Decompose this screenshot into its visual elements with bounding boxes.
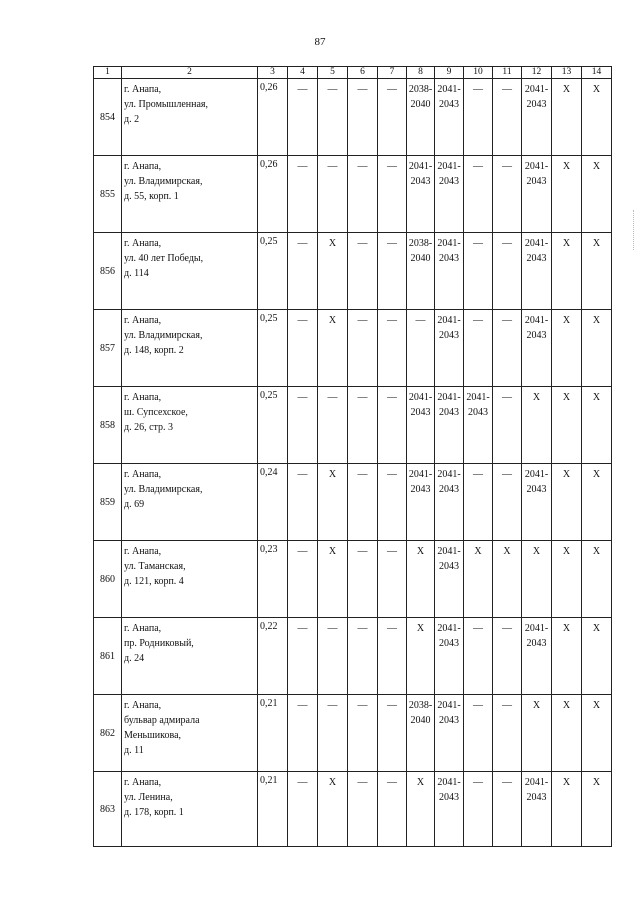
- column-5-cell: —: [318, 695, 348, 772]
- column-11-cell: —: [493, 464, 522, 541]
- address-line: д. 114: [124, 268, 149, 279]
- table-row: [94, 79, 612, 156]
- address-line: г. Анапа,: [124, 469, 162, 480]
- column-6-cell: —: [348, 310, 378, 387]
- column-10-cell: —: [464, 156, 493, 233]
- column-5-cell: —: [318, 156, 348, 233]
- address-line: ул. Промышленная,: [124, 99, 208, 110]
- column-11-cell: —: [493, 79, 522, 156]
- column-11-cell: —: [493, 310, 522, 387]
- column-header-9: 9: [435, 67, 464, 79]
- column-6-cell: —: [348, 772, 378, 847]
- address-line: г. Анапа,: [124, 392, 162, 403]
- column-4-cell: —: [288, 310, 318, 387]
- area-cell: 0,24: [258, 464, 288, 541]
- table-row: [94, 387, 612, 464]
- area-cell: 0,21: [258, 695, 288, 772]
- column-header-6: 6: [348, 67, 378, 79]
- column-header-5: 5: [318, 67, 348, 79]
- column-12-cell: Х: [522, 695, 552, 772]
- column-13-cell: Х: [552, 464, 582, 541]
- column-header-1: 1: [94, 67, 122, 79]
- row-number: 858: [94, 387, 122, 464]
- column-10-cell: —: [464, 464, 493, 541]
- column-7-cell: —: [378, 233, 407, 310]
- column-12-cell: Х: [522, 387, 552, 464]
- column-4-cell: —: [288, 695, 318, 772]
- address-cell: [122, 541, 258, 618]
- column-8-cell: 2038-2040: [407, 695, 435, 772]
- column-header-10: 10: [464, 67, 493, 79]
- address-line: д. 178, корп. 1: [124, 807, 184, 818]
- table-row: [94, 772, 612, 847]
- column-9-cell: 2041-2043: [435, 618, 464, 695]
- column-11-cell: —: [493, 233, 522, 310]
- address-line: д. 69: [124, 499, 145, 510]
- column-6-cell: —: [348, 79, 378, 156]
- column-13-cell: Х: [552, 79, 582, 156]
- column-14-cell: Х: [582, 464, 612, 541]
- address-cell: [122, 310, 258, 387]
- column-13-cell: Х: [552, 310, 582, 387]
- column-10-cell: —: [464, 695, 493, 772]
- register-table: [93, 66, 612, 847]
- column-7-cell: —: [378, 541, 407, 618]
- address-line: ул. Владимирская,: [124, 176, 203, 187]
- column-header-12: 12: [522, 67, 552, 79]
- address-cell: [122, 772, 258, 847]
- column-14-cell: Х: [582, 310, 612, 387]
- column-12-cell: Х: [522, 541, 552, 618]
- column-4-cell: —: [288, 156, 318, 233]
- column-11-cell: —: [493, 772, 522, 847]
- area-cell: 0,25: [258, 387, 288, 464]
- column-6-cell: —: [348, 618, 378, 695]
- column-9-cell: 2041-2043: [435, 310, 464, 387]
- address-line: г. Анапа,: [124, 777, 162, 788]
- column-11-cell: —: [493, 387, 522, 464]
- column-7-cell: —: [378, 387, 407, 464]
- column-4-cell: —: [288, 233, 318, 310]
- column-header-14: 14: [582, 67, 612, 79]
- area-cell: 0,26: [258, 156, 288, 233]
- column-13-cell: Х: [552, 772, 582, 847]
- row-number: 860: [94, 541, 122, 618]
- area-cell: 0,22: [258, 618, 288, 695]
- column-9-cell: 2041-2043: [435, 156, 464, 233]
- column-header-13: 13: [552, 67, 582, 79]
- column-12-cell: 2041-2043: [522, 156, 552, 233]
- address-cell: [122, 79, 258, 156]
- address-line: пр. Родниковый,: [124, 638, 194, 649]
- column-14-cell: Х: [582, 233, 612, 310]
- address-cell: [122, 618, 258, 695]
- page-number: 87: [314, 36, 326, 48]
- area-cell: 0,21: [258, 772, 288, 847]
- column-14-cell: Х: [582, 541, 612, 618]
- column-7-cell: —: [378, 156, 407, 233]
- table-row: [94, 233, 612, 310]
- column-14-cell: Х: [582, 695, 612, 772]
- column-5-cell: Х: [318, 541, 348, 618]
- address-line: ш. Супсехское,: [124, 407, 188, 418]
- column-6-cell: —: [348, 387, 378, 464]
- address-line: г. Анапа,: [124, 315, 162, 326]
- column-4-cell: —: [288, 772, 318, 847]
- column-header-2: 2: [122, 67, 258, 79]
- row-number: 857: [94, 310, 122, 387]
- column-5-cell: —: [318, 79, 348, 156]
- column-11-cell: —: [493, 156, 522, 233]
- address-line: ул. Владимирская,: [124, 484, 203, 495]
- address-line: д. 24: [124, 653, 145, 664]
- column-14-cell: Х: [582, 387, 612, 464]
- address-cell: [122, 695, 258, 772]
- address-line: д. 55, корп. 1: [124, 191, 179, 202]
- column-10-cell: —: [464, 79, 493, 156]
- column-6-cell: —: [348, 464, 378, 541]
- column-4-cell: —: [288, 618, 318, 695]
- column-8-cell: —: [407, 310, 435, 387]
- column-12-cell: 2041-2043: [522, 772, 552, 847]
- row-number: 856: [94, 233, 122, 310]
- column-4-cell: —: [288, 387, 318, 464]
- address-line: д. 148, корп. 2: [124, 345, 184, 356]
- address-line: г. Анапа,: [124, 84, 162, 95]
- address-line: г. Анапа,: [124, 623, 162, 634]
- column-11-cell: Х: [493, 541, 522, 618]
- column-11-cell: —: [493, 618, 522, 695]
- address-line: д. 121, корп. 4: [124, 576, 184, 587]
- column-13-cell: Х: [552, 541, 582, 618]
- table-row: [94, 695, 612, 772]
- column-8-cell: 2038-2040: [407, 233, 435, 310]
- column-8-cell: Х: [407, 618, 435, 695]
- row-number: 854: [94, 79, 122, 156]
- column-10-cell: Х: [464, 541, 493, 618]
- column-4-cell: —: [288, 464, 318, 541]
- column-8-cell: Х: [407, 772, 435, 847]
- column-10-cell: —: [464, 233, 493, 310]
- column-6-cell: —: [348, 233, 378, 310]
- table-body: [94, 79, 612, 847]
- column-header-4: 4: [288, 67, 318, 79]
- table-row: [94, 541, 612, 618]
- column-14-cell: Х: [582, 618, 612, 695]
- column-9-cell: 2041-2043: [435, 541, 464, 618]
- column-6-cell: —: [348, 156, 378, 233]
- column-9-cell: 2041-2043: [435, 387, 464, 464]
- scan-margin-mark: [633, 210, 638, 250]
- column-10-cell: —: [464, 618, 493, 695]
- column-14-cell: Х: [582, 772, 612, 847]
- column-12-cell: 2041-2043: [522, 618, 552, 695]
- column-7-cell: —: [378, 79, 407, 156]
- column-13-cell: Х: [552, 618, 582, 695]
- column-14-cell: Х: [582, 79, 612, 156]
- column-9-cell: 2041-2043: [435, 772, 464, 847]
- column-header-11: 11: [493, 67, 522, 79]
- address-line: г. Анапа,: [124, 546, 162, 557]
- column-11-cell: —: [493, 695, 522, 772]
- column-8-cell: Х: [407, 541, 435, 618]
- address-cell: [122, 233, 258, 310]
- address-line: ул. Владимирская,: [124, 330, 203, 341]
- address-line: Меньшикова,: [124, 730, 182, 741]
- column-5-cell: Х: [318, 464, 348, 541]
- column-8-cell: 2038-2040: [407, 79, 435, 156]
- column-9-cell: 2041-2043: [435, 695, 464, 772]
- column-7-cell: —: [378, 772, 407, 847]
- column-9-cell: 2041-2043: [435, 464, 464, 541]
- column-10-cell: 2041-2043: [464, 387, 493, 464]
- column-6-cell: —: [348, 541, 378, 618]
- area-cell: 0,25: [258, 310, 288, 387]
- column-5-cell: —: [318, 387, 348, 464]
- column-4-cell: —: [288, 541, 318, 618]
- address-cell: [122, 387, 258, 464]
- column-4-cell: —: [288, 79, 318, 156]
- address-line: г. Анапа,: [124, 161, 162, 172]
- column-13-cell: Х: [552, 387, 582, 464]
- column-10-cell: —: [464, 310, 493, 387]
- column-8-cell: 2041-2043: [407, 156, 435, 233]
- column-5-cell: Х: [318, 233, 348, 310]
- column-12-cell: 2041-2043: [522, 310, 552, 387]
- address-line: д. 11: [124, 745, 144, 756]
- column-header-3: 3: [258, 67, 288, 79]
- column-14-cell: Х: [582, 156, 612, 233]
- column-5-cell: —: [318, 618, 348, 695]
- column-8-cell: 2041-2043: [407, 387, 435, 464]
- row-number: 862: [94, 695, 122, 772]
- row-number: 855: [94, 156, 122, 233]
- column-header-7: 7: [378, 67, 407, 79]
- area-cell: 0,25: [258, 233, 288, 310]
- column-10-cell: —: [464, 772, 493, 847]
- address-line: ул. Таманская,: [124, 561, 186, 572]
- area-cell: 0,23: [258, 541, 288, 618]
- column-13-cell: Х: [552, 695, 582, 772]
- area-cell: 0,26: [258, 79, 288, 156]
- address-line: д. 2: [124, 114, 140, 125]
- column-13-cell: Х: [552, 233, 582, 310]
- table-row: [94, 156, 612, 233]
- row-number: 861: [94, 618, 122, 695]
- address-line: ул. Ленина,: [124, 792, 173, 803]
- column-7-cell: —: [378, 310, 407, 387]
- address-line: д. 26, стр. 3: [124, 422, 174, 433]
- column-9-cell: 2041-2043: [435, 79, 464, 156]
- column-7-cell: —: [378, 695, 407, 772]
- address-cell: [122, 464, 258, 541]
- table-row: [94, 310, 612, 387]
- column-12-cell: 2041-2043: [522, 79, 552, 156]
- address-cell: [122, 156, 258, 233]
- column-5-cell: Х: [318, 310, 348, 387]
- column-6-cell: —: [348, 695, 378, 772]
- column-13-cell: Х: [552, 156, 582, 233]
- address-line: г. Анапа,: [124, 238, 162, 249]
- column-12-cell: 2041-2043: [522, 464, 552, 541]
- column-7-cell: —: [378, 464, 407, 541]
- column-header-8: 8: [407, 67, 435, 79]
- address-line: ул. 40 лет Победы,: [124, 253, 204, 264]
- column-8-cell: 2041-2043: [407, 464, 435, 541]
- table-row: [94, 618, 612, 695]
- column-5-cell: Х: [318, 772, 348, 847]
- row-number: 863: [94, 772, 122, 847]
- column-12-cell: 2041-2043: [522, 233, 552, 310]
- header-row: [94, 67, 612, 79]
- address-line: бульвар адмирала: [124, 715, 200, 726]
- column-7-cell: —: [378, 618, 407, 695]
- column-9-cell: 2041-2043: [435, 233, 464, 310]
- table-row: [94, 464, 612, 541]
- address-line: г. Анапа,: [124, 700, 162, 711]
- row-number: 859: [94, 464, 122, 541]
